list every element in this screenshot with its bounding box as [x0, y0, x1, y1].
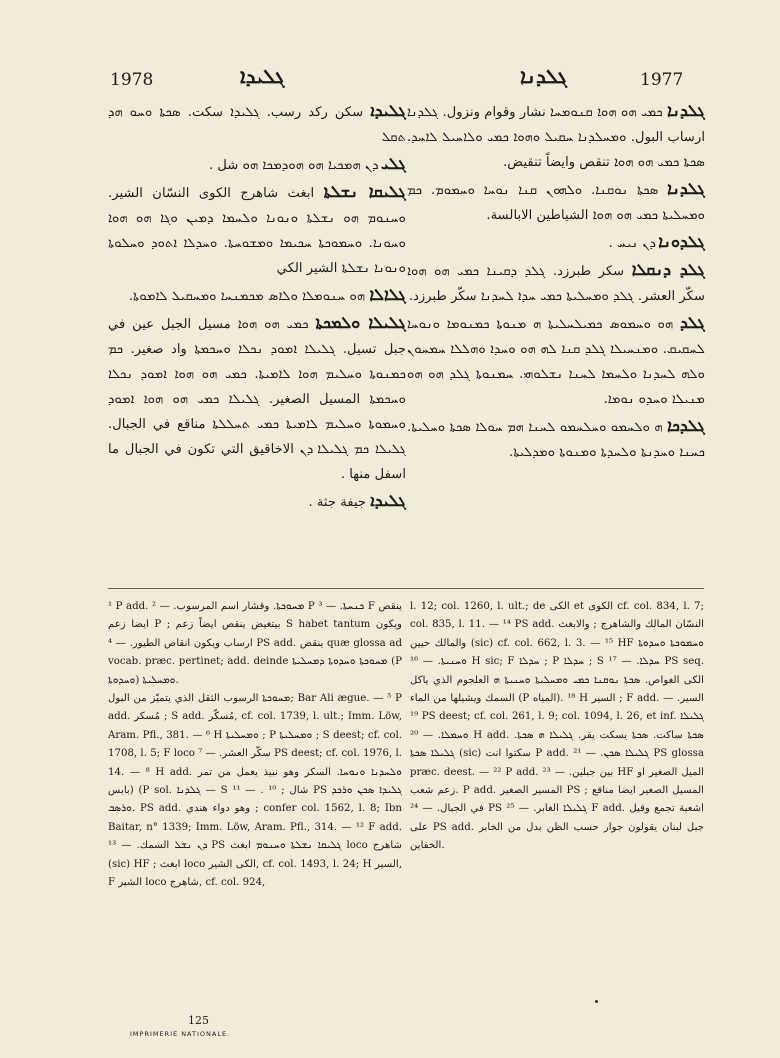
headword: ܓܠܝܕܐ — [370, 101, 406, 120]
headword: ܓܠܕܘܢܐ — [658, 232, 705, 251]
entry-text: ܟܡܝ ܗܘ ܗܘܐ ܩܢܘܡܚܐ نشار وقوام ونزول. ܓܠܕܢܐ ارساب البول. ܘܡܚܠܕܢܐ ܚܩܝܠ ܘܗܘܐ ܟܡܝ ܘܠܐܚܝܠ ܠܐܚܕ. ܣܟܬܐ ܟܡܝ ܗܘ ܗܘܐ تنقص وايضاً تنقيض. — [407, 105, 705, 170]
footnote-block: ܡܚܘܟܬܐ الرسوب الثقل الذي يتميّز من البول; Bar Ali ægue. — ⁵ P add. مُسكر ; S add. مُسكّر, cf. col. 1739, l. ult.; Imm. Löw, Aram. Pfl., 381. — ⁶ H ܘܡܚܠܝܬܐ ; P ܘܡܚܠܝܬܐ ; S deest; cf. col. 1708, l. 5; F loco سكّر العشر. — ⁷ PS deest; cf. col. 1976, l. 14. — ⁸ H add. ܘܠܚܕܢܐ ܘܢܘܚܐ. السكر وهو نبيذ يعمل من تمر (بابس (P sol. ܓܠܕܢܐ — S ¹¹ — . شال ; ¹⁰ PS ܓܠܝܕܐ ܣܟܢ ܘܪܟܕ ܘܪܣܒ. PS add. وهو دواء هندي ; confer col. 1562, l. 8; Ibn Baitar, n° 1339; Imm. Löw, Aram. Pfl., 314. — ¹² F add. ܕܢ ܢܫܠ السمك. — ¹³ PS ܓܠܝܩܐ ܢܫܠܬܐ ܘܚܢܘܡ ابغث loco شاهرج (sic) HF ; ابغث loco الكى الشير, cf. col. 1493, l. 24; H السير, F الشير loco شاهرج, cf. col. 924, — [108, 693, 403, 889]
headword: ܓܠܕ ܕܢܩܠܐ — [631, 260, 705, 279]
headword: ܓܠܕܢܐ — [667, 101, 706, 120]
entry-text: ܣܟܬܐ ܢܘܩܢܐ. ܘܠܗܘܢ ܩܢܐ ܢܘܚܐ ܘܚܡܘܡ. ܟܡ ܘܡܚܠܝܬܐ ܟܡܝ ܗܘ ܗܘܐ الشياطين الابالسة. — [407, 183, 705, 223]
entry-text: ܗܘ ܘܚܡܘܣ ܟܡܝܠܚܠܝܬܐ ܗ ܡܢܘܬܐ ܟܡܢܘܡܐ ܘܢܘܚܐ ܠܚܩܝܩ. ܘܡܢܚܝܠܐ ܓܠܕ ܩܢܐ ܠܗ ܗܘ ܘܚܕܐ ܘܗܠܠܐ ܚܡܚܘܢ ܘܠܗ ܠܚܕܢܐ ܘܠܚܡܐ ܠܚܢܐ ܢܫܠܘܗܝ. ܚܡܢܘܬܐ ܓܠܕ ܗܘ ܗܘ ܡܢܝܠܐ ܘܚܕܘ ܢܘܡܐ. — [407, 317, 705, 407]
entry-text: ܕܢ ܗܡܟܝܐ ܗܘ ܗܘܕܡܟܐ ܗܘ شل . — [209, 158, 377, 173]
entry-text: سكن ركد رسب. ܓܠܝܕܐ سكت. ܣܟܬܐ ܘܚܘ ܗܕ ܬܩܠ — [108, 105, 406, 145]
headword: ܓܠܝܩܐ ܢܫܠܬܐ — [323, 182, 406, 201]
dictionary-entry — [108, 282, 406, 309]
left-column — [108, 98, 406, 516]
dictionary-entry — [108, 179, 406, 281]
dictionary-entry — [108, 98, 406, 150]
ink-speck — [595, 1000, 598, 1003]
footnotes-right — [410, 598, 704, 856]
left-running-head: ܓܠܝܕܐ — [240, 64, 285, 88]
right-column — [407, 98, 705, 466]
dictionary-entry — [407, 229, 705, 256]
printer-imprint: IMPRIMERIE NATIONALE. — [130, 1030, 231, 1038]
headword: ܓܠܕ — [679, 313, 705, 332]
headword: ܓܠܝܠܐ ܘܠܡܟܬܐ — [315, 313, 406, 332]
headword: ܓܠܕܢܐ — [667, 179, 705, 198]
headword: ܓܠܐܠܐ — [369, 285, 406, 304]
dictionary-entry — [108, 151, 406, 178]
headword: ܓܠܝ — [380, 154, 406, 173]
dictionary-entry — [108, 488, 406, 515]
entry-text: ܕܢ ܢܝܚ . — [608, 236, 654, 251]
footnotes-left — [108, 598, 402, 893]
footnote-block: ¹ P add. ܡܚܘܟܬܐ. وقشار اسم المرسوب. — ² P ܟܢܚܬܐ. — ³ F ينقص ايضا زعم P ; بيتغيض ينقص ايضاً زعم S habet tantum ويكون ارساب ويكون انقاص الطيور. — ⁴ PS add. ينقص quæ glossa ad vocab. præc. pertinet; add. deinde ܡܚܘܟܬܐ ܘܚܕܘܬܐ ܕܡܚܠܝܬܐ (P ܘܚܕܘܬܐ) ܘܡܚܠܝܬܐ. — [108, 601, 403, 686]
footnote-divider — [108, 588, 704, 589]
entry-text: سكر طبرزد. ܓܠܕ ܕܩܝܢܐ ܟܡܝ ܗܘ ܗܘܐ سكّر العشر. ܓܠܕ ܘܡܚܠܝܬܐ ܟܡܝ ܚܕܐ ܠܚܕܢܐ سكّر طبرزد. — [407, 264, 705, 304]
headword: ܓܠܕܟܐ — [667, 416, 705, 435]
footnote-block: l. 12; col. 1260, l. ult.; de الكى et الكوى cf. col. 834, l. 7; col. 835, l. 11. — ¹⁴ PS add. النسّان المالك والشاهرج ; والابغث والمالك حيين (sic) cf. col. 662, l. 3. — ¹⁵ HF ܘܚܡܘܟܬܐ ܘܚܕܘܬܐ ܘܚܢܝܬܐ. — ¹⁶ H sic; F ܚܕܠܐ ; P ܚܕܠܐ ; S ܚܕܠܐ. — ¹⁷ PS seq. الكى الغواص. ܣܟܬܐ ܢܘܩܢܐ ܟܡܝ ܘܡܚܠܝܬܐ ܘܚܢܝܬܐ ܗ العلجوم الذي ياكل السمك ويشيلها من الماء (P المياه). ¹⁸ H السير ; F add. السير. — ¹⁹ PS deest; cf. col. 261, l. 9; col. 1094, l. 26, et inf. ܓܠܝܠܐ ܘܚܡܠܐ. — ²⁰ H add. ܣܟܬܐ ساكت. ܣܟܬܐ يسكت يقر. ܓܠܝܠܐ ܗ ܣܟܬܐ. ܓܠܝܠܐ ܣܟܬܐ (sic) سكتوا انت P add. ܓܠܝܠܐ ܣܟܢ. — ²¹ PS glossa præc. deest. — ²² P add. بين جبلين. — ²³ HF الميل الصغير او زعم شعب. P add. المسير الصغير PS ; المسيل الصغير ايضا مناقع في الجبال. — ²⁴ PS ܓܠܝܠܐ الغابر. — ²⁵ F add. اشعبة تجمع وقيل على PS add. جبل لبنان يقولون جوار حسب الظن بدل من الخابر الخفاين. — [410, 601, 705, 852]
dictionary-entry — [407, 257, 705, 309]
dictionary-entry — [407, 413, 705, 465]
entry-text: جيفة جثة . — [308, 495, 367, 510]
right-running-head: ܓܠܕܢܐ — [520, 64, 568, 88]
right-page-number: 1977 — [640, 70, 684, 90]
dictionary-entry — [108, 310, 406, 487]
signature-mark: 125 — [188, 1014, 209, 1027]
entry-text: ܟܡܝ ܗܘ ܗܘܐ مسيل الجبل عين في جبل تسيل. ܓܠܝܠܐ ܐܡܘܕ ܢܟܠܐ ܘܚܟܡܬܐ واد صغير. ܟܡ ܟܡܢܘܬܐ ܘܚܠܝܡ ܗܘܐ ܠܐܡܝܬܐ. ܟܡܝ ܗܘ ܗܘܐ ܐܡܘܕ ܢܟܠܐ ܘܚܟܡܬܐ المسيل الصغير. ܓܠܝܠܐ ܟܡܝ ܗܘ ܗܘܐ ܐܡܘܕ ܘܚܡܘܬܐ ܘܚܠܝܡ ܠܐܡܝܬܐ ܟܡܝ ܬܚܠܠܬܐ مناقع في الجبال. ܓܠܝܠܐ ܟܡ ܓܠܝܠܐ ܕܢ الاخاقيق التي تكون في الجبال ما اسفل منها . — [108, 317, 406, 482]
dictionary-entry — [407, 176, 705, 228]
entry-text: ܗܘ ܚܢܘܡܠܐ ܘܠܐܣ ܡܟܡܢܚܐ ܘܡܚܩܝܠ ܠܐܡܘܬܐ. — [128, 289, 366, 304]
dictionary-entry — [407, 98, 705, 175]
entry-text: ابغث شاهرج الكوى النسّان الشير. ܘܚܢܘܡ ܗܘ ܢܫܠܬܐ ܘܢܘܢܐ ܘܠܚܡܐ ܕܡܝܢ ܘܓܐ ܗܘ ܗܘܐ ܘܚܘܢܐ. ܘܚܡܘܟܬܐ ܚܟܝܡܐ ܘܡܫܘܚܬܐ. ܘܚܕܠܐ ܐܬܘܕ ܘܚܠܘܬܐ ܘܢܘܢܐ ܢܫܠܬܐ الشير الكي — [108, 186, 406, 276]
dictionary-entry — [407, 310, 705, 412]
headword: ܓܠܝܕܐ — [370, 491, 406, 510]
entry-text: ܗ ܘܠܚܡܘ ܘܚܠܚܡܘ ܠܚܢܐ ܗܡ ܚܘܠܐ ܣܟܬܐ ܘܚܠܝܬܐ. ܟܚܢܐ ܘܚܕܢܬܐ ܘܠܚܕܬܐ ܘܡܢܘܬܐ ܘܡܕܠܝܬܐ. — [407, 420, 705, 460]
left-page-number: 1978 — [110, 70, 154, 90]
